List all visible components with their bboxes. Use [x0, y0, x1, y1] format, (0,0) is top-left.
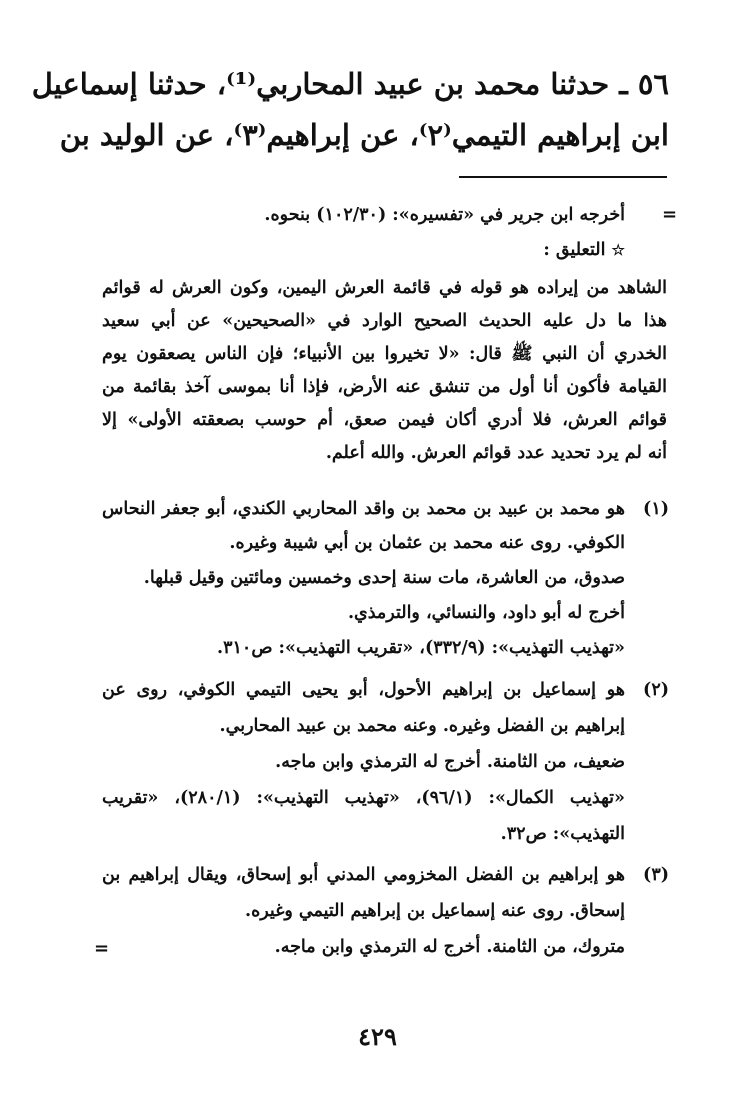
- footnote-number-3: (٣): [643, 865, 669, 885]
- footnote-1-line: أخرج له أبو داود، والنسائي، والترمذي.: [347, 603, 625, 623]
- footnote-3-line: متروك، من الثامنة. أخرج له الترمذي وابن ماجه.: [274, 937, 625, 957]
- commentary-line: الشاهد من إيراده هو قوله في قائمة العرش اليمين، وكون العرش له قوائم: [102, 278, 667, 298]
- commentary-line: قوائم العرش، فلا أدري أكان فيمن صعق، أم حوسب بصعقته الأولى» إلا: [102, 410, 667, 430]
- footnote-2-line: إبراهيم بن الفضل وغيره. وعنه محمد بن عبيد المحاربي.: [219, 716, 625, 736]
- hadith-line-2: ابن إبراهيم التيمي⁽٢⁾، عن إبراهيم⁽٣⁾، عن الوليد بن: [59, 118, 669, 152]
- footnote-1-line: صدوق، من العاشرة، مات سنة إحدى وخمسين ومائتين وقيل قبلها.: [143, 568, 625, 588]
- takhrij-line: أخرجه ابن جرير في «تفسيره»: (١٠٢/٣٠) بنحوه.: [264, 205, 625, 225]
- footnote-2-line: ضعيف، من الثامنة. أخرج له الترمذي وابن ماجه.: [275, 752, 625, 772]
- commentary-line: أنه لم يرد تحديد عدد قوائم العرش. والله أعلم.: [325, 443, 667, 463]
- footnote-3-line: هو إبراهيم بن الفضل المخزومي المدني أبو إسحاق، ويقال إبراهيم بن: [102, 865, 625, 885]
- commentary-line: الخدري أن النبي ﷺ قال: «لا تخيروا بين الأنبياء؛ فإن الناس يصعقون يوم: [102, 344, 667, 364]
- commentary-line: هذا ما دل عليه الحديث الصحيح الوارد في «الصحيحين» عن أبي سعيد: [102, 311, 667, 331]
- page-number: ٤٢٩: [358, 1022, 397, 1051]
- footnote-3-line: إسحاق. روى عنه إسماعيل بن إبراهيم التيمي وغيره.: [245, 901, 625, 921]
- footnote-2-line: هو إسماعيل بن إبراهيم الأحول، أبو يحيى التيمي الكوفي، روى عن: [102, 680, 625, 700]
- footnote-number-1: (١): [643, 499, 669, 519]
- footnote-number-2: (٢): [643, 680, 669, 700]
- footnote-divider: [459, 176, 667, 178]
- commentary-line: القيامة فأكون أنا أول من تنشق عنه الأرض، فإذا أنا بموسى آخذ بقائمة من: [102, 377, 667, 397]
- commentary-heading: [543, 235, 625, 265]
- continuation-mark-bottom: =: [94, 938, 110, 959]
- footnote-1-line: هو محمد بن عبيد بن محمد بن واقد المحاربي الكندي، أبو جعفر النحاس: [102, 499, 625, 519]
- footnote-2-line: التهذيب»: ص٣٢.: [500, 824, 625, 844]
- star-icon: ☆: [611, 241, 625, 259]
- footnote-1-line: الكوفي. روى عنه محمد بن عثمان بن أبي شيبة وغيره.: [229, 533, 625, 553]
- footnote-1-line: «تهذيب التهذيب»: (٣٣٢/٩)، «تقريب التهذيب»: ص٣١٠.: [217, 638, 625, 658]
- commentary-heading-label: التعليق :: [543, 240, 606, 260]
- continuation-mark-top: =: [662, 204, 678, 225]
- hadith-line-1: ٥٦ ـ حدثنا محمد بن عبيد المحاربي⁽¹⁾، حدثنا إسماعيل: [31, 67, 669, 101]
- footnote-2-line: «تهذيب الكمال»: (٩٦/١)، «تهذيب التهذيب»: (٢٨٠/١)، «تقريب: [102, 788, 625, 808]
